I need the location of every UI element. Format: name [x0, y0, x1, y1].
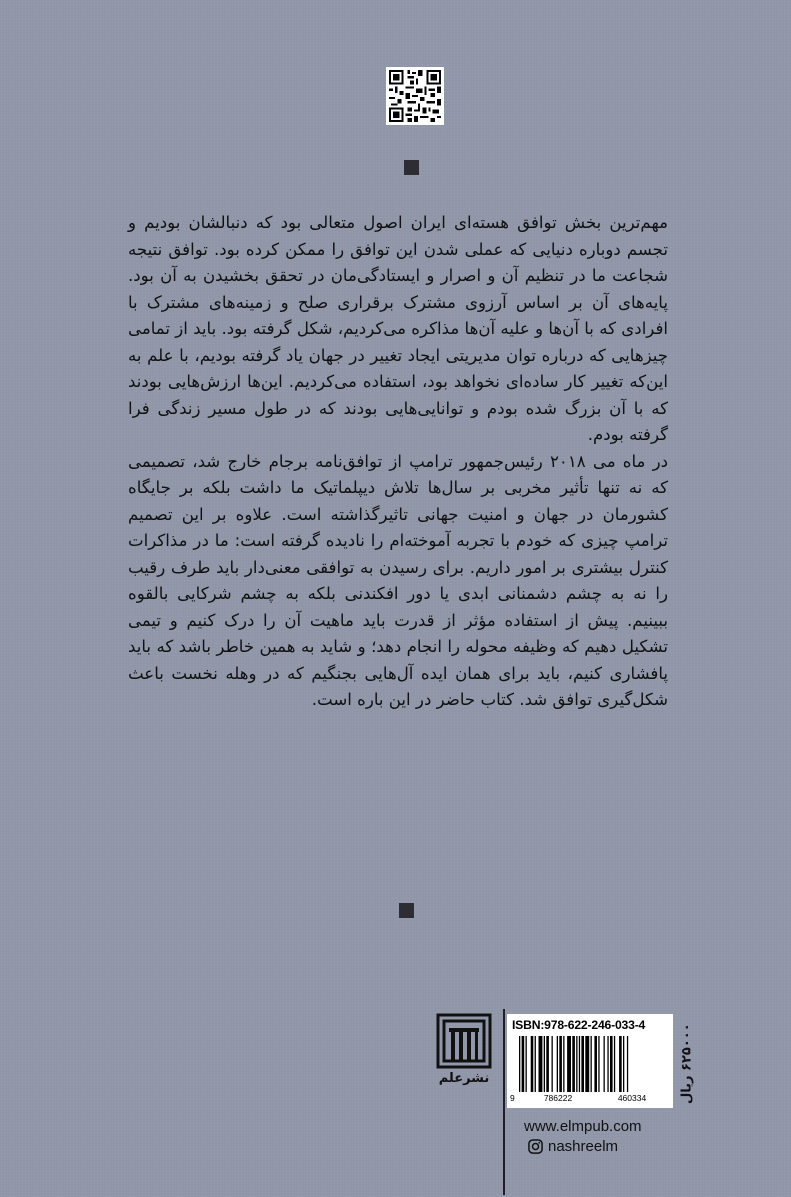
- isbn-text: ISBN:978-622-246-033-4: [512, 1018, 646, 1032]
- barcode-bar: [619, 1036, 622, 1092]
- square-bullet-icon: [399, 903, 414, 918]
- paragraph-2: در ماه می ۲۰۱۸ رئیس‌جمهور ترامپ از توافق‌نامه برجام خارج شد، تصمیمی که نه تنها تأثیر مخربی بر سال‌ها تلاش دیپلماتیک ما داشت بلکه بر جایگاه کشورمان در جهان و امنیت جهانی تاثیرگذاشته است. علاوه بر این تصمیم ترامپ چیزی که خودم با تجربه آموخته‌ام را نادیده گرفته است: ما در مذاکرات کنترل بیشتری بر امور داریم. برای رسیدن به توافقی معنی‌دار باید طرف رقیب را نه به چشم دشمنانی ابدی یا دور افکندنی بلکه به چشم شرکایی بالقوه ببینیم. پیش از استفاده مؤثر از قدرت باید ماهیت آن را درک کنیم و تیمی تشکیل دهیم که وظیفه محوله را انجام دهد؛ و شاید به همین خاطر باشد که باید پافشاری کنیم، باید برای همان ایده آل‌هایی بجنگیم که در وهله نخست باعث شکل‌گیری توافق شد. کتاب حاضر در این باره است.: [128, 451, 668, 709]
- barcode-bar: [557, 1036, 558, 1092]
- barcode-bar: [559, 1036, 562, 1092]
- publisher-logo-icon: [436, 1013, 492, 1069]
- barcode-bar: [531, 1036, 534, 1092]
- barcode-bar: [598, 1036, 599, 1092]
- barcode-bar: [614, 1036, 615, 1092]
- barcode-bar: [522, 1036, 525, 1092]
- barcode-bar: [607, 1036, 608, 1092]
- barcode-bar: [627, 1036, 628, 1092]
- barcode-bar: [526, 1036, 527, 1092]
- back-cover-text: [128, 210, 668, 714]
- barcode-bar: [535, 1036, 536, 1092]
- barcode-bar: [576, 1036, 577, 1092]
- price-label: ۶۲۵۰۰۰ ریال: [679, 1023, 695, 1105]
- barcode-bar: [591, 1036, 592, 1092]
- barcode-bar: [610, 1036, 613, 1092]
- publisher-logo: [433, 1013, 495, 1095]
- barcode-bar: [519, 1036, 520, 1092]
- instagram-handle[interactable]: [528, 1138, 618, 1155]
- square-bullet-icon: [404, 160, 419, 175]
- barcode-bar: [594, 1036, 597, 1092]
- barcode-digits-left: 786222: [543, 1093, 573, 1103]
- barcode-bar: [546, 1036, 549, 1092]
- barcode-bar: [604, 1036, 605, 1092]
- vertical-divider: [503, 1009, 505, 1195]
- instagram-handle-text: nashreelm: [548, 1138, 619, 1155]
- website-link[interactable]: www.elmpub.com: [524, 1118, 642, 1135]
- barcode-bar: [585, 1036, 589, 1092]
- barcode-bar: [581, 1036, 584, 1092]
- barcode-bar: [567, 1036, 571, 1092]
- publisher-name: نشرعلم: [438, 1071, 490, 1086]
- paragraph-1: مهم‌ترین بخش توافق هسته‌ای ایران اصول متعالی بود که دنبالشان بودیم و تجسم دوباره دنیایی که عملی شدن این توافق را ممکن کرده بود. توافق نتیجه شجاعت ما در تنظیم آن و اصرار و ایستادگی‌مان در تحقق بخشیدن به آن بود. پایه‌های آن بر اساس آرزوی مشترک برقراری صلح و زمینه‌های مشترک با افرادی که با آن‌ها و علیه آن‌ها مذاکره می‌کردیم، شکل گرفته بود. باید از تمامی چیزهایی که درباره توان مدیریتی ایجاد تغییر در جهان یاد گرفته بودیم، با علم به این‌که تغییر کار ساده‌ای نخواهد بود، استفاده می‌کردیم. این‌ها ارزش‌هایی بودند که با آن بزرگ شده بودم و توانایی‌هایی بودند که در طول مسیر زندگی فرا گرفته بودم.: [128, 213, 668, 444]
- barcode-bar: [552, 1036, 553, 1092]
- barcode-digits-right: 460334: [617, 1093, 647, 1103]
- barcode-bar: [544, 1036, 545, 1092]
- barcode-bar: [563, 1036, 564, 1092]
- qr-code-icon: [386, 67, 444, 125]
- isbn-barcode: [507, 1014, 673, 1108]
- barcode-bar: [623, 1036, 624, 1092]
- barcode-bar: [539, 1036, 543, 1092]
- instagram-icon: [528, 1139, 543, 1154]
- barcode-bar: [579, 1036, 580, 1092]
- barcode-digit-lead: 9: [510, 1093, 515, 1103]
- barcode-bar: [572, 1036, 575, 1092]
- barcode-digits: [510, 1093, 668, 1103]
- barcode-bars: [519, 1036, 667, 1092]
